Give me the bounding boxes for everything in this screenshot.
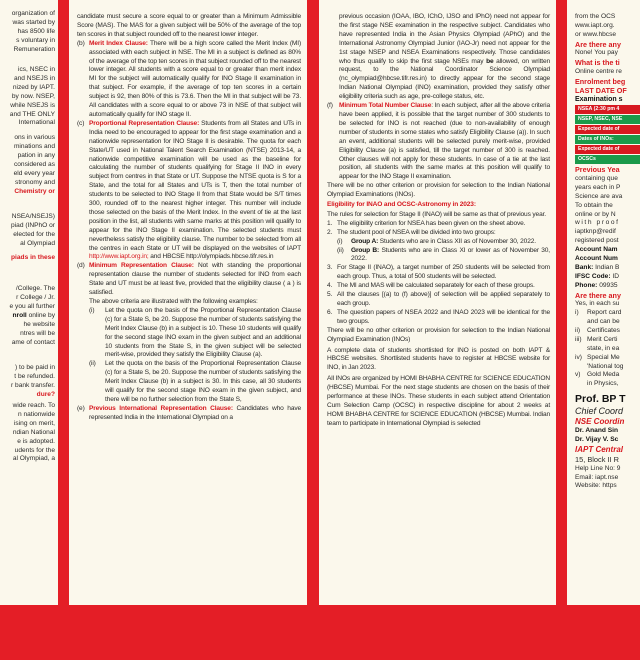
award-text: Certificates bbox=[587, 326, 620, 334]
examples-intro: The above criteria are illustrated with the following examples: bbox=[89, 298, 258, 305]
bold-word: nroll bbox=[12, 312, 27, 319]
group-text: Students who are in Class XI or lower as of November 30, 2022. bbox=[351, 246, 550, 263]
enrolment-heading: Enrolment beg bbox=[575, 76, 626, 86]
text-line: nized by IAPT. bbox=[12, 83, 55, 91]
clause-c bbox=[77, 120, 301, 263]
text-line: n nationwide bbox=[17, 410, 55, 418]
award-item bbox=[575, 327, 640, 336]
schedule-row: Expected date of bbox=[575, 145, 640, 154]
example-text: Let the quota on the basis of the Proportional Representation Clause (c) for a State S, be 20. Suppose the number of students satisfying the Merit Index Clause (b) in a subject is 10. These 10 students will qualify for the second stage INO exam in the given subject and an additional 10 students from the State S, in the given subject will be selected merit-wise, provided they satisfy the Eligibility Clause (a). bbox=[105, 306, 301, 359]
iapt-central-heading: IAPT Central bbox=[575, 445, 624, 455]
example-label: (ii) bbox=[89, 360, 96, 368]
award-item bbox=[575, 309, 640, 327]
section-heading: dure? bbox=[36, 391, 55, 398]
clause-label: (e) bbox=[77, 404, 85, 412]
text-line: t be refunded. bbox=[14, 372, 55, 380]
award-text: and can be bbox=[587, 318, 620, 326]
clause-title: Minimum Representation Clause: bbox=[89, 262, 194, 270]
text-line: has 8500 life bbox=[17, 27, 55, 35]
schedule-table bbox=[575, 105, 640, 164]
award-item bbox=[575, 336, 640, 354]
schedule-row: OCSCs bbox=[575, 155, 640, 164]
phone-line bbox=[575, 282, 640, 291]
clause-text: allowed, on written request, to the National Coordinator Science Olympiad (nc_olympiad@hbcse.tifr.res.in) to directly appear for the second stage Indian National Olympiad (INO) examination, provided they satisfy other eligibility criteria such as age, pre-college status, etc. bbox=[339, 57, 550, 101]
hbcse-link-text[interactable]: and HBCSE http://olympiads.hbcse.tifr.res.in bbox=[148, 253, 274, 261]
text-line: was started by bbox=[12, 18, 55, 26]
text-line: ame of contact bbox=[11, 338, 55, 346]
award-text: Report card bbox=[587, 309, 622, 317]
text-fragment: online by bbox=[26, 312, 55, 319]
text-line: he website bbox=[23, 321, 55, 328]
schedule-row: NSEP, NSEC, NSE bbox=[575, 115, 640, 124]
text-line: To obtain the bbox=[575, 201, 613, 209]
text-line: while NSEJS is bbox=[10, 101, 55, 109]
inao-item-3 bbox=[327, 264, 550, 282]
text-line: eld every year bbox=[13, 169, 55, 177]
left-column-clipped bbox=[0, 0, 58, 605]
text-line: al Olympiad, a bbox=[12, 455, 55, 463]
text-line: registered post bbox=[575, 237, 619, 245]
text-line: Remuneration bbox=[13, 45, 55, 53]
group-b bbox=[337, 247, 550, 265]
last-date-heading: LAST DATE OF bbox=[575, 86, 627, 96]
clause-title: Merit Index Clause: bbox=[89, 39, 148, 47]
group-text: Students who are in Class XII as of November 30, 2022. bbox=[378, 237, 536, 245]
text-line bbox=[12, 312, 55, 321]
example-i bbox=[89, 307, 301, 360]
example-text: Let the quota on the basis of the Proportional Representation Clause (c) for a State S, be 20. Suppose the number of students satisfying the Merit Index Clause (b) in a subject is 30. In this case, all 30 students will qualify for the second stage INO exam in the given subject, and there will be no further selection from the State S, bbox=[105, 360, 301, 403]
text-line: by now. NSEP, bbox=[11, 92, 55, 100]
bank-line bbox=[575, 264, 640, 273]
text-line: udents for the bbox=[14, 446, 55, 454]
phone-value: 09935 bbox=[597, 281, 618, 289]
text-line: r College / Jr. bbox=[16, 293, 55, 301]
clause-f bbox=[327, 102, 550, 182]
iapt-website-link[interactable]: www.iapt.org. bbox=[575, 21, 615, 29]
ifsc-value: ID bbox=[610, 272, 619, 280]
website[interactable]: Website: https bbox=[575, 482, 617, 490]
text-line: Science are ava bbox=[575, 192, 623, 200]
clause-title: Previous International Representation Clause: bbox=[89, 404, 233, 412]
inao-item-4 bbox=[327, 282, 550, 291]
schedule-row: Expected date of bbox=[575, 125, 640, 134]
text-line: ndian National bbox=[12, 428, 55, 436]
item-number: 2. bbox=[327, 228, 333, 236]
bold-word: be bbox=[486, 57, 494, 65]
award-item bbox=[575, 371, 640, 389]
clause-b bbox=[77, 40, 301, 120]
hbcse-website-link[interactable]: or www.hbcse bbox=[575, 30, 617, 38]
clause-text: : In each subject, after all the above criteria have been applied, it is possible that the target number of 300 students to be selected for INO is not reached (due to non-availability of enough number of students in some states who satisfy Eligibility Clause (a)). In such an event, additional students will be selected purely merit-wise, provided Eligibility Clause (a) is satisfied, till the target number of 300 is reached. Other clauses will not apply for these students. In case of a tie at the last position, all students with the same marks at this position will qualify to appear for the INO Stage II examination. bbox=[339, 102, 551, 181]
section-heading: Chemistry or bbox=[14, 188, 55, 195]
coordinator-title: Chief Coord bbox=[575, 406, 624, 417]
award-text: state, in ea bbox=[587, 344, 620, 352]
item-number: 6. bbox=[327, 308, 333, 316]
iapt-link[interactable]: http://www.iapt.org.in; bbox=[89, 253, 149, 261]
item-number: 3. bbox=[327, 264, 333, 272]
text-line: NSEA/NSEJS) bbox=[11, 213, 55, 220]
item-text: All the clauses [(a) to (f) above)] of selection will be applied separately to each group. bbox=[337, 291, 550, 307]
text-line: ons in various bbox=[14, 134, 55, 141]
text-line: years each in P bbox=[575, 183, 621, 191]
group-a bbox=[337, 238, 550, 247]
selection-criteria-column bbox=[69, 0, 307, 605]
item-text: The question papers of NSEA 2022 and INAO 2023 will be identical for the two groups. bbox=[337, 308, 550, 325]
text-line: ntres will be bbox=[20, 329, 55, 337]
award-text: Special Me bbox=[587, 353, 620, 361]
text-line: piad (INPhO or bbox=[11, 221, 55, 229]
text-line: from the OCS bbox=[575, 13, 616, 20]
text-line: and THE ONLY bbox=[9, 110, 55, 118]
award-text: Gold Meda bbox=[587, 371, 620, 379]
inao-eligibility-column bbox=[319, 0, 556, 605]
text-line: and NSEJS in bbox=[13, 74, 55, 82]
group-label: (ii) bbox=[337, 246, 344, 254]
clause-label: (f) bbox=[327, 102, 333, 110]
item-number: 4. bbox=[327, 282, 333, 290]
text-line: ) to be paid in bbox=[15, 364, 55, 371]
faq-heading: Are there any bbox=[575, 39, 621, 49]
nse-coordinators-heading: NSE Coordin bbox=[575, 417, 625, 427]
text-line: pation in any bbox=[17, 151, 55, 159]
email[interactable]: Email: iapt.nse bbox=[575, 473, 619, 481]
award-number: v) bbox=[575, 371, 581, 379]
inao-heading: Eligibility for INAO and OCSC-Astronomy in 2023: bbox=[327, 201, 476, 209]
award-number: iv) bbox=[575, 353, 582, 361]
phone-label: Phone: bbox=[575, 281, 598, 289]
award-number: iii) bbox=[575, 335, 582, 343]
text-line: ising on merit, bbox=[13, 419, 55, 427]
item-number: 1. bbox=[327, 219, 333, 227]
award-text: 'National tog bbox=[587, 362, 624, 370]
bank-label: Bank: bbox=[575, 264, 594, 271]
item-number: 5. bbox=[327, 291, 333, 299]
previous-year-heading: Previous Yea bbox=[575, 165, 620, 175]
inao-item-2 bbox=[327, 229, 550, 265]
text-line: /College. The bbox=[15, 285, 55, 292]
text-line: organization of bbox=[11, 10, 55, 17]
text-line: online or by N bbox=[575, 210, 616, 218]
text-line: wide reach. To bbox=[12, 402, 55, 409]
text-line: Yes, in each su bbox=[575, 300, 620, 308]
ifsc-line bbox=[575, 273, 640, 282]
text-line: ics, NSEC in bbox=[17, 66, 55, 73]
clause-d bbox=[77, 262, 301, 405]
inao-item-6 bbox=[327, 309, 550, 327]
group-title: Group A: bbox=[351, 237, 379, 245]
no-other-criterion: There will be no other criterion or provision for selection to the Indian National Olympiad Examinations (INOs). bbox=[327, 182, 550, 199]
award-item bbox=[575, 354, 640, 372]
text-line: r bank transfer. bbox=[11, 381, 55, 389]
group-label: (i) bbox=[337, 237, 343, 245]
text-line: al Olympiad bbox=[20, 239, 55, 247]
clause-label: (c) bbox=[77, 119, 85, 127]
schedule-row: Dates of INOs: bbox=[575, 135, 640, 144]
clause-label: (b) bbox=[77, 39, 85, 47]
bank-value: Indian B bbox=[593, 264, 620, 271]
text-line: e is adopted. bbox=[17, 437, 55, 445]
item-text: The eligibility criterion for NSEA has been given on the sheet above. bbox=[337, 219, 526, 227]
exam-schedule-heading: Examination s bbox=[575, 95, 623, 103]
clause-e bbox=[77, 405, 301, 423]
text-line: International bbox=[18, 119, 55, 127]
text-line: None! You pay bbox=[575, 49, 618, 57]
award-number: ii) bbox=[575, 326, 581, 334]
text-line: Online centre re bbox=[575, 67, 622, 75]
text-line: with proof bbox=[575, 219, 620, 227]
text-line: s voluntary in bbox=[16, 36, 55, 44]
right-column-clipped bbox=[567, 0, 640, 605]
awards-list bbox=[575, 309, 640, 389]
faq-heading: What is the ti bbox=[575, 58, 620, 68]
inao-item-5 bbox=[327, 291, 550, 309]
award-text: Merit Certi bbox=[587, 335, 618, 343]
text-line: elected for the bbox=[13, 230, 55, 238]
no-other-criterion-2: There will be no other criterion or provision for selection to the Indian National Olympiad Examination (INOs) bbox=[327, 326, 550, 343]
coordinator-name: Dr. Vijay V. Sc bbox=[575, 436, 619, 444]
account-name-label: Account Nam bbox=[575, 246, 618, 254]
awards-heading: Are there any bbox=[575, 290, 621, 300]
award-text: in Physics, bbox=[587, 380, 619, 388]
email-link[interactable]: iaptknp@redif bbox=[575, 228, 616, 236]
helpline: Help Line No: 9 bbox=[575, 464, 621, 472]
clause-title: Minimum Total Number Clause bbox=[339, 102, 432, 110]
clause-label: (d) bbox=[77, 262, 85, 270]
clause-text: Students from all States and UTs in India need to be encouraged to appear for the first stage examination and a nationwide representation for INO Stage II is desirable. The quota for each State/UT used in National Talent Search Examination (NTSE) 2013-14, a nationwide competitive examination will be used as the baseline for calculating the number of students qualifying for Stage II INO in every subject from centres in that State or UT. Suppose the NTSE quota is S for a State, and the total for all States and UTs is T, then the total number of students to be selected to INO Stage II from that State would be S/T times 300, rounded off to the nearest higher integer. This number will include those selected on the basis of the Merit Index. In the event of tie at the last position in the list, all students with same marks at this position will qualify to appear for the INO Stage II examination. The selected students must nevertheless satisfy the eligibility clause. The number to be selected from all the centres in each State or UT will be displayed on the websites of IAPT bbox=[89, 119, 301, 252]
example-label: (i) bbox=[89, 306, 95, 314]
clause-text: There will be a high score called the Merit Index (MI) associated with each subject in NSE. The MI in a subject is defined as 80% of the average of the top ten scores in that subject rounded off to the nearest lower integer. All students with a score equal to or greater than merit index MI for the subject will automatically qualify for INO Stage II examination in that subject. For example, if the average of top ten scores in a certain subject is 92, then 80% of this is 73.6. Then the MI in that subject will be 73. All candidates with a score equal to or above 73 in NSE of that subject will automatically qualify for INO stage II. bbox=[89, 39, 302, 118]
text-line: considered as bbox=[13, 160, 55, 168]
clause-text: previous occasion (IOAA, IBO, IChO, IJSO and IPhO) need not appear for the first stage NSE examination in the respective subject. Candidates who have represented India in the Asian Physics Olympiad (APhO) and the International Astronomy Olympiad Junior (IAO-Jr) need not appear for the 1st stage NSEP and NSEA Examinations respectively. Those candidates who thus qualify to skip the first stage NSEs may bbox=[339, 13, 550, 65]
item-text: For Stage II (INAO), a target number of 250 students will be selected from each group. Thus, a total of 500 students will be selected. bbox=[337, 264, 550, 281]
clause-text: Not with standing the proportional representation clause the number of students selected for INO from each State and UT must be at least five, provided that the eligibility clause ( a ) is satisfied. bbox=[89, 262, 301, 297]
award-number: i) bbox=[575, 309, 579, 317]
text-line: containing que bbox=[575, 174, 618, 182]
clause-title: Proportional Representation Clause: bbox=[89, 119, 200, 127]
complete-data-text: A complete data of students shortlisted for INO is posted on both IAPT & HBCSE websites. Shortlisted students have to register at HBCSE website for INO, in Jan 2023. bbox=[327, 346, 550, 372]
section-heading: piads in these bbox=[11, 254, 55, 261]
schedule-row: NSEA (2:30 pm 4 bbox=[575, 105, 640, 114]
all-inos-text: All INOs are organized by HOMI BHABHA CENTRE for SCIENCE EDUCATION (HBCSE) Mumbai. For the next stage students are chosen on the basis of their performance at these INOs. These students in each subject attend Orientation Cum Selection Camp (OCSC) in respective discipline for about 2 weeks at HOMI BHABHA CENTRE for SCIENCE EDUCATION (HBCSE) Mumbai. Indian team to participate in International Olympiad is selected bbox=[327, 375, 550, 427]
clause-e-continued bbox=[327, 13, 550, 102]
address: 15, Block II R bbox=[575, 455, 619, 465]
example-ii bbox=[89, 360, 301, 405]
coordinator-name: Prof. BP T bbox=[575, 393, 626, 406]
text-line: stronomy and bbox=[15, 178, 55, 186]
ifsc-label: IFSC Code: bbox=[575, 272, 611, 280]
mas-intro: candidate must secure a score equal to or greater than a Minimum Admissible Score (MAS). The MAS for a given subject will be 50% of the average of the top ten scores in that subject rounded off to the nearest lower integer. bbox=[77, 13, 301, 38]
coordinator-name: Dr. Anand Sin bbox=[575, 427, 618, 435]
clause-text: Candidates who have represented India in the International Olympiad on a bbox=[89, 404, 302, 421]
inao-intro: The rules for selection for Stage II (INAO) will be same as that of previous year. bbox=[327, 210, 546, 218]
item-text: The student pool of NSEA will be divided into two groups: bbox=[337, 228, 496, 236]
item-text: The MI and MAS will be calculated separately for each of these groups. bbox=[337, 282, 535, 290]
inao-item-1 bbox=[327, 220, 550, 229]
account-number-label: Account Num bbox=[575, 255, 618, 263]
group-title: Group B: bbox=[351, 246, 380, 254]
text-line: e you all further bbox=[9, 302, 55, 310]
text-line: minations and bbox=[13, 142, 55, 150]
